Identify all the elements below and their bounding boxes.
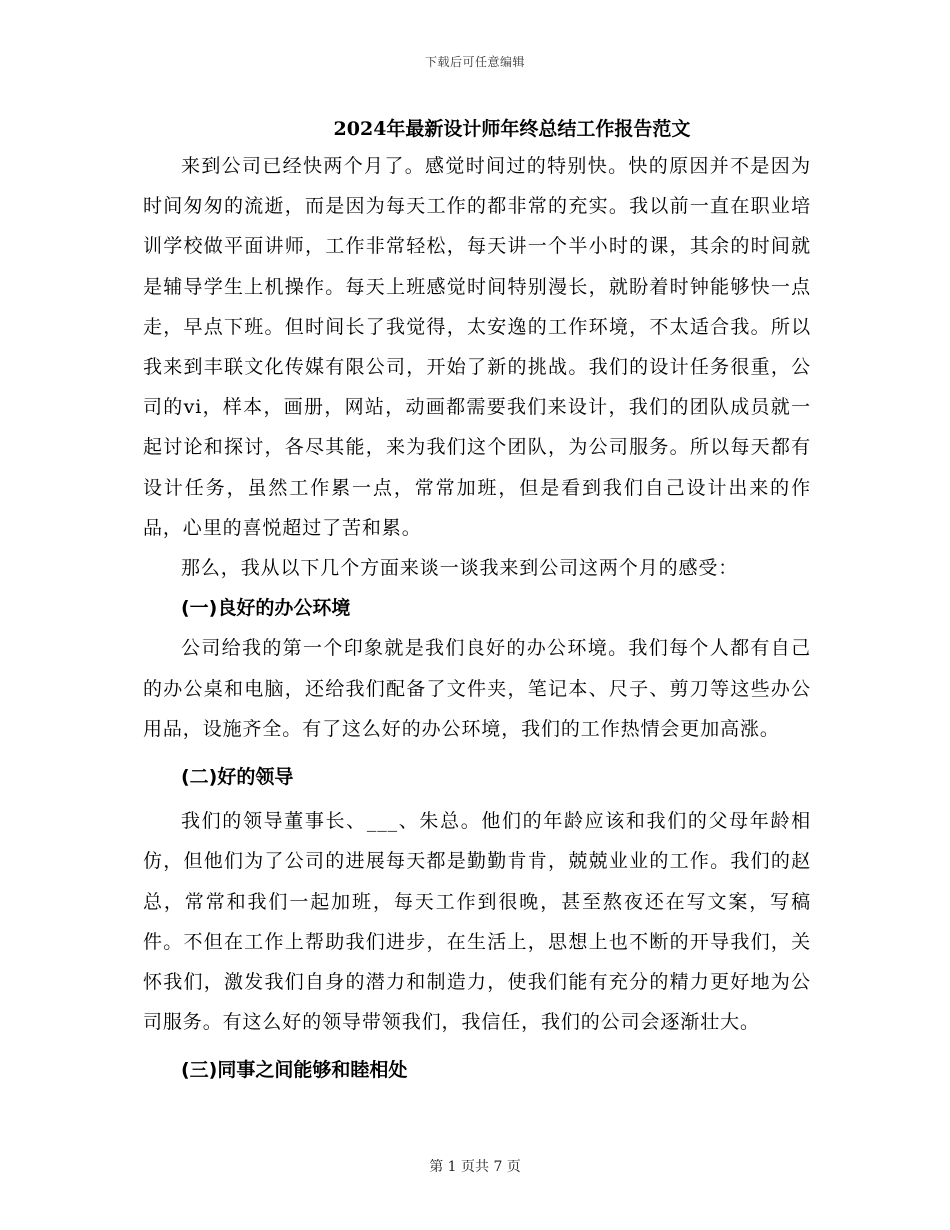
section-heading-3: (三)同事之间能够和睦相处 <box>181 1059 408 1082</box>
section-heading-1: (一)良好的办公环境 <box>181 597 351 620</box>
intro-paragraph-1: 来到公司已经快两个月了。感觉时间过的特别快。快的原因并不是因为时间匆匆的流逝，而是因为每天工作的都非常的充实。我以前一直在职业培训学校做平面讲师，工作非常轻松，每天讲一个半小时的课，其余的时间就是辅导学生上机操作。每天上班感觉时间特别漫长，就盼着时钟能够快一点走，早点下班。但时间长了我觉得，太安逸的工作环境，不太适合我。所以我来到丰联文化传媒有限公司，开始了新的挑战。我们的设计任务很重，公司的vi，样本，画册，网站，动画都需要我们来设计，我们的团队成员就一起讨论和探讨，各尽其能，来为我们这个团队，为公司服务。所以每天都有设计任务，虽然工作累一点，常常加班，但是看到我们自己设计出来的作品，心里的喜悦超过了苦和累。 <box>143 155 811 539</box>
section-body-2: 我们的领导董事长、___、朱总。他们的年龄应该和我们的父母年龄相仿，但他们为了公司的进展每天都是勤勤肯肯，兢兢业业的工作。我们的赵总，常常和我们一起加班，每天工作到很晚，甚至熬夜还在写文案，写稿件。不但在工作上帮助我们进步，在生活上，思想上也不断的开导我们，关怀我们，激发我们自身的潜力和制造力，使我们能有充分的精力更好地为公司服务。有这么好的领导带领我们，我信任，我们的公司会逐渐壮大。 <box>143 810 811 1034</box>
document-body <box>143 112 811 1095</box>
document-title: 2024年最新设计师年终总结工作报告范文 <box>333 118 691 140</box>
download-note: 下载后可任意编辑 <box>424 55 525 69</box>
section-body-1: 公司给我的第一个印象就是我们良好的办公环境。我们每个人都有自己的办公桌和电脑，还给我们配备了文件夹，笔记本、尺子、剪刀等这些办公用品，设施齐全。有了这么好的办公环境，我们的工作热情会更加高涨。 <box>143 637 811 740</box>
intro-paragraph-2: 那么，我从以下几个方面来谈一谈我来到公司这两个月的感受： <box>181 557 739 580</box>
section-heading-2: (二)好的领导 <box>181 766 294 789</box>
page-number: 第 1 页共 7 页 <box>429 1159 521 1175</box>
